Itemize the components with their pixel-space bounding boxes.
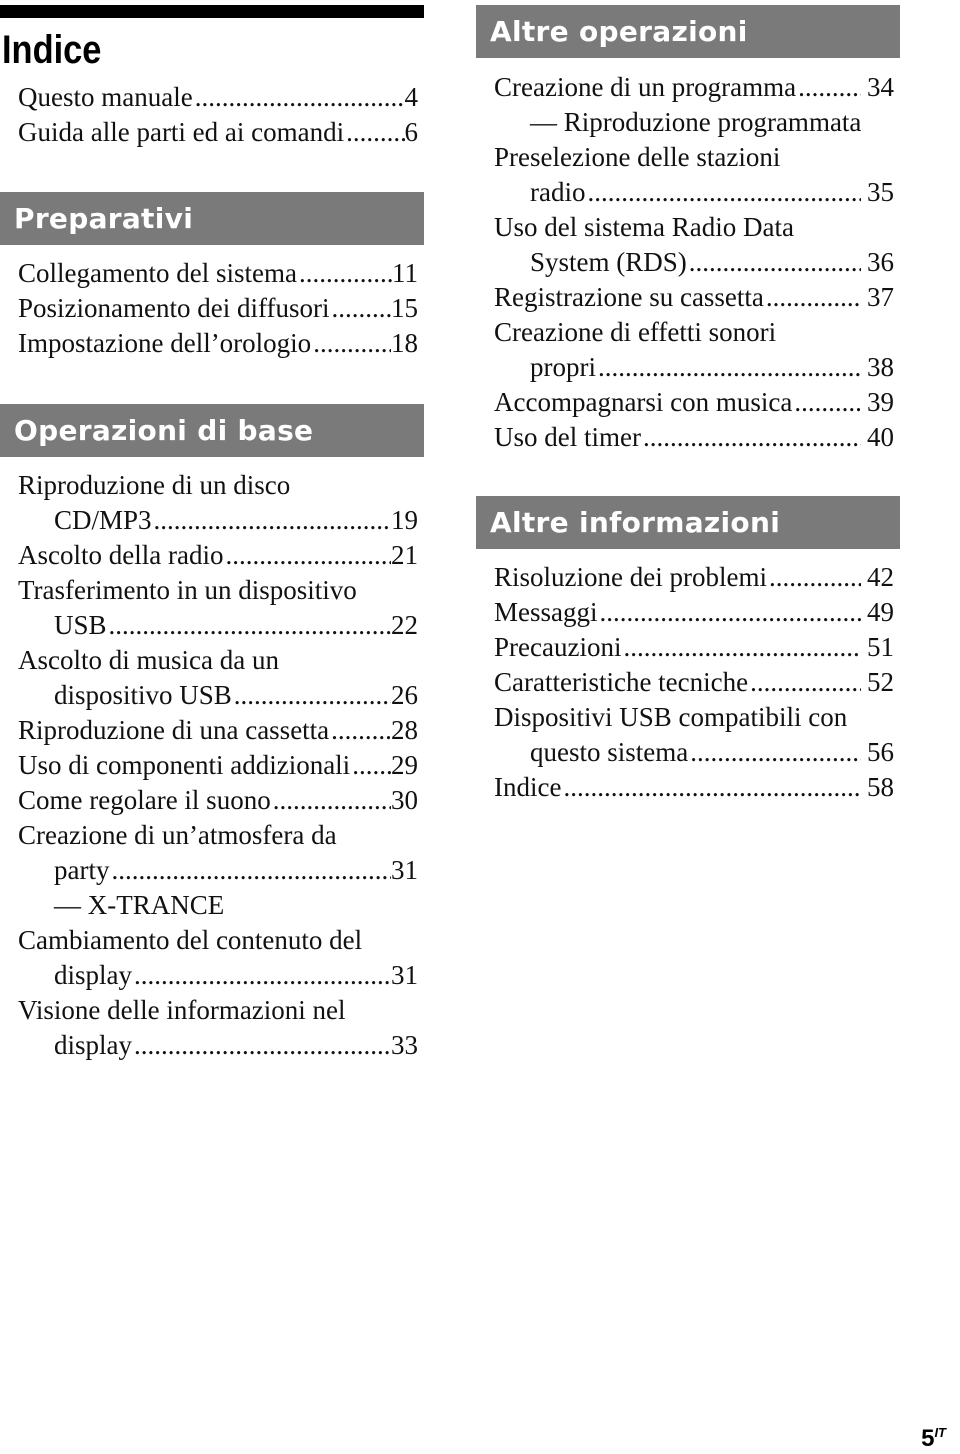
toc-entry-title: Uso del timer [494, 422, 641, 452]
toc-entry-line [494, 140, 894, 175]
toc-entry-line [18, 468, 418, 503]
toc-entry [494, 385, 894, 420]
toc-entry-title: Trasferimento in un dispositivo [18, 575, 357, 605]
toc-entry-title: propri [530, 352, 596, 382]
toc-entry-line [494, 280, 894, 315]
toc-entry-page: 28 [391, 715, 418, 745]
toc-entry-title: Accompagnarsi con musica [494, 387, 793, 417]
toc-list-preparativi [18, 256, 418, 361]
dot-leader [234, 678, 391, 713]
toc-entry-title: Messaggi [494, 597, 598, 627]
toc-entry-title: Creazione di un programma [494, 72, 797, 102]
toc-entry [494, 280, 894, 315]
toc-entry [494, 630, 894, 665]
toc-entry-page: 40 [867, 422, 894, 452]
section-heading-altre-operazioni: Altre operazioni [476, 5, 900, 58]
toc-entry-title: display [54, 1030, 132, 1060]
toc-entry-page: 19 [391, 505, 418, 535]
toc-entry [494, 315, 894, 385]
toc-entry-title: CD/MP3 [54, 505, 152, 535]
toc-entry-title: Cambiamento del contenuto del [18, 925, 363, 955]
toc-entry-page: 33 [391, 1030, 418, 1060]
toc-entry-title: Uso del sistema Radio Data [494, 212, 794, 242]
toc-entry-line [18, 818, 418, 853]
dot-leader [689, 245, 861, 280]
toc-entry-title: Creazione di effetti sonori [494, 317, 777, 347]
toc-entry-subtitle: — Riproduzione programmata [530, 107, 862, 137]
toc-entry-line [18, 291, 418, 326]
dot-leader [154, 503, 391, 538]
toc-entry [494, 595, 894, 630]
dot-leader [563, 770, 861, 805]
dot-leader [794, 385, 861, 420]
toc-entry-title: Posizionamento dei diffusori [18, 293, 330, 323]
dot-leader [313, 326, 391, 361]
dot-leader [299, 256, 392, 291]
top-rule [0, 5, 424, 18]
toc-entry [18, 291, 418, 326]
dot-leader [587, 175, 861, 210]
toc-entry-page: 22 [391, 610, 418, 640]
toc-entry-line [494, 385, 894, 420]
toc-entry-title: Questo manuale [18, 82, 193, 112]
section-heading-preparativi: Preparativi [0, 192, 424, 245]
toc-entry [18, 818, 418, 923]
dot-leader [195, 80, 405, 115]
toc-list-operazioni-di-base [18, 468, 418, 1063]
toc-entry-line [494, 595, 894, 630]
toc-entry-line [494, 735, 894, 770]
toc-entry-line [18, 958, 418, 993]
toc-entry-line [18, 538, 418, 573]
toc-entry [18, 538, 418, 573]
toc-entry [18, 783, 418, 818]
toc-entry-line [494, 420, 894, 455]
toc-entry [18, 573, 418, 643]
toc-entry-page: 15 [391, 293, 418, 323]
toc-entry-line [494, 350, 894, 385]
toc-entry [494, 560, 894, 595]
toc-entry-page: 30 [391, 785, 418, 815]
page-number [921, 1418, 946, 1454]
toc-entry [494, 70, 894, 140]
toc-entry-page: 38 [867, 352, 894, 382]
toc-entry-title: System (RDS) [530, 247, 687, 277]
toc-list-altre-informazioni [494, 560, 894, 805]
toc-entry-title: USB [54, 610, 107, 640]
toc-entry-line [18, 115, 418, 150]
toc-entry-title: Collegamento del sistema [18, 258, 297, 288]
toc-entry-line [494, 315, 894, 350]
toc-entry-line [494, 560, 894, 595]
toc-entry-line [494, 245, 894, 280]
toc-entry [18, 256, 418, 291]
toc-entry-line [494, 210, 894, 245]
toc-entry-title: Riproduzione di una cassetta [18, 715, 330, 745]
toc-entry-page: 4 [404, 82, 418, 112]
toc-entry-subtitle: — X-TRANCE [54, 890, 225, 920]
toc-entry-page: 35 [867, 177, 894, 207]
dot-leader [134, 1028, 391, 1063]
toc-entry [18, 326, 418, 361]
toc-entry-title: Preselezione delle stazioni [494, 142, 781, 172]
toc-entry-title: Risoluzione dei problemi [494, 562, 767, 592]
toc-entry-title: Caratteristiche tecniche [494, 667, 749, 697]
toc-entry [18, 923, 418, 993]
toc-entry-line [18, 923, 418, 958]
toc-entry-page: 11 [392, 258, 418, 288]
dot-leader [600, 595, 862, 630]
toc-entry-line [494, 665, 894, 700]
toc-entry-page: 52 [867, 667, 894, 697]
dot-leader [109, 608, 391, 643]
toc-entry-page: 29 [391, 750, 418, 780]
dot-leader [273, 783, 391, 818]
toc-entry-line [18, 713, 418, 748]
dot-leader [134, 958, 391, 993]
toc-entry-line [18, 256, 418, 291]
page-locale: IT [934, 1425, 946, 1440]
toc-entry [18, 993, 418, 1063]
toc-entry-page: 36 [867, 247, 894, 277]
section-heading-altre-informazioni: Altre informazioni [476, 496, 900, 549]
dot-leader [111, 853, 391, 888]
toc-entry-line [494, 630, 894, 665]
toc-list-intro [18, 80, 418, 150]
toc-entry-line [18, 643, 418, 678]
toc-entry-title: dispositivo USB [54, 680, 232, 710]
toc-entry-title: Registrazione su cassetta [494, 282, 764, 312]
page-title: Indice [2, 28, 102, 72]
toc-entry-line [494, 700, 894, 735]
toc-entry [18, 643, 418, 713]
toc-entry-line [18, 783, 418, 818]
dot-leader [643, 420, 861, 455]
toc-entry [494, 700, 894, 770]
toc-list-altre-operazioni [494, 70, 894, 455]
toc-entry-title: Ascolto della radio [18, 540, 224, 570]
dot-leader [331, 713, 391, 748]
dot-leader [346, 115, 404, 150]
toc-entry-title: Riproduzione di un disco [18, 470, 291, 500]
toc-entry-line [18, 993, 418, 1028]
toc-entry-line [494, 175, 894, 210]
toc-entry [18, 468, 418, 538]
dot-leader [766, 280, 861, 315]
toc-entry-title: Ascolto di musica da un [18, 645, 279, 675]
toc-entry-title: Creazione di un’atmosfera da [18, 820, 337, 850]
dot-leader [598, 350, 861, 385]
toc-entry-page: 58 [867, 772, 894, 802]
dot-leader [750, 665, 861, 700]
toc-entry-title: Uso di componenti addizionali [18, 750, 351, 780]
toc-entry [18, 748, 418, 783]
toc-entry-page: 18 [391, 328, 418, 358]
toc-entry-page: 51 [867, 632, 894, 662]
page-number-value: 5 [921, 1425, 935, 1452]
toc-entry-line [18, 503, 418, 538]
toc-entry-page: 39 [867, 387, 894, 417]
toc-entry [494, 665, 894, 700]
toc-entry-title: party [54, 855, 110, 885]
section-heading-operazioni-di-base: Operazioni di base [0, 404, 424, 457]
toc-entry-line [18, 853, 418, 888]
toc-entry-page: 42 [867, 562, 894, 592]
toc-entry-page: 34 [867, 72, 894, 102]
toc-entry [18, 115, 418, 150]
toc-entry [494, 210, 894, 280]
toc-entry-title: display [54, 960, 132, 990]
toc-entry-title: Precauzioni [494, 632, 622, 662]
toc-entry-line [494, 70, 894, 105]
toc-entry-title: questo sistema [530, 737, 689, 767]
toc-entry [494, 770, 894, 805]
toc-entry-title: Dispositivi USB compatibili con [494, 702, 848, 732]
toc-entry-line [18, 326, 418, 361]
toc-entry-line [18, 1028, 418, 1063]
dot-leader [331, 291, 391, 326]
toc-entry-page: 26 [391, 680, 418, 710]
toc-entry-page: 49 [867, 597, 894, 627]
toc-entry-title: Come regolare il suono [18, 785, 271, 815]
toc-entry-line [18, 748, 418, 783]
dot-leader [690, 735, 861, 770]
toc-entry-page: 31 [391, 855, 418, 885]
toc-entry-title: radio [530, 177, 586, 207]
toc-entry-title: Visione delle informazioni nel [18, 995, 346, 1025]
toc-entry-title: Guida alle parti ed ai comandi [18, 117, 345, 147]
toc-entry-page: 31 [391, 960, 418, 990]
toc-entry-page: 37 [867, 282, 894, 312]
toc-entry-line [18, 608, 418, 643]
toc-entry [494, 420, 894, 455]
toc-entry-line [18, 678, 418, 713]
dot-leader [623, 630, 861, 665]
toc-entry [18, 713, 418, 748]
toc-entry-line [494, 770, 894, 805]
dot-leader [798, 70, 861, 105]
dot-leader [352, 748, 391, 783]
toc-entry-page: 56 [867, 737, 894, 767]
toc-entry [494, 140, 894, 210]
toc-entry-line [18, 573, 418, 608]
toc-entry-page: 6 [404, 117, 418, 147]
toc-entry-line [18, 80, 418, 115]
toc-entry [18, 80, 418, 115]
dot-leader [769, 560, 861, 595]
toc-entry-title: Impostazione dell’orologio [18, 328, 312, 358]
toc-entry-title: Indice [494, 772, 562, 802]
toc-entry-page: 21 [391, 540, 418, 570]
dot-leader [225, 538, 391, 573]
